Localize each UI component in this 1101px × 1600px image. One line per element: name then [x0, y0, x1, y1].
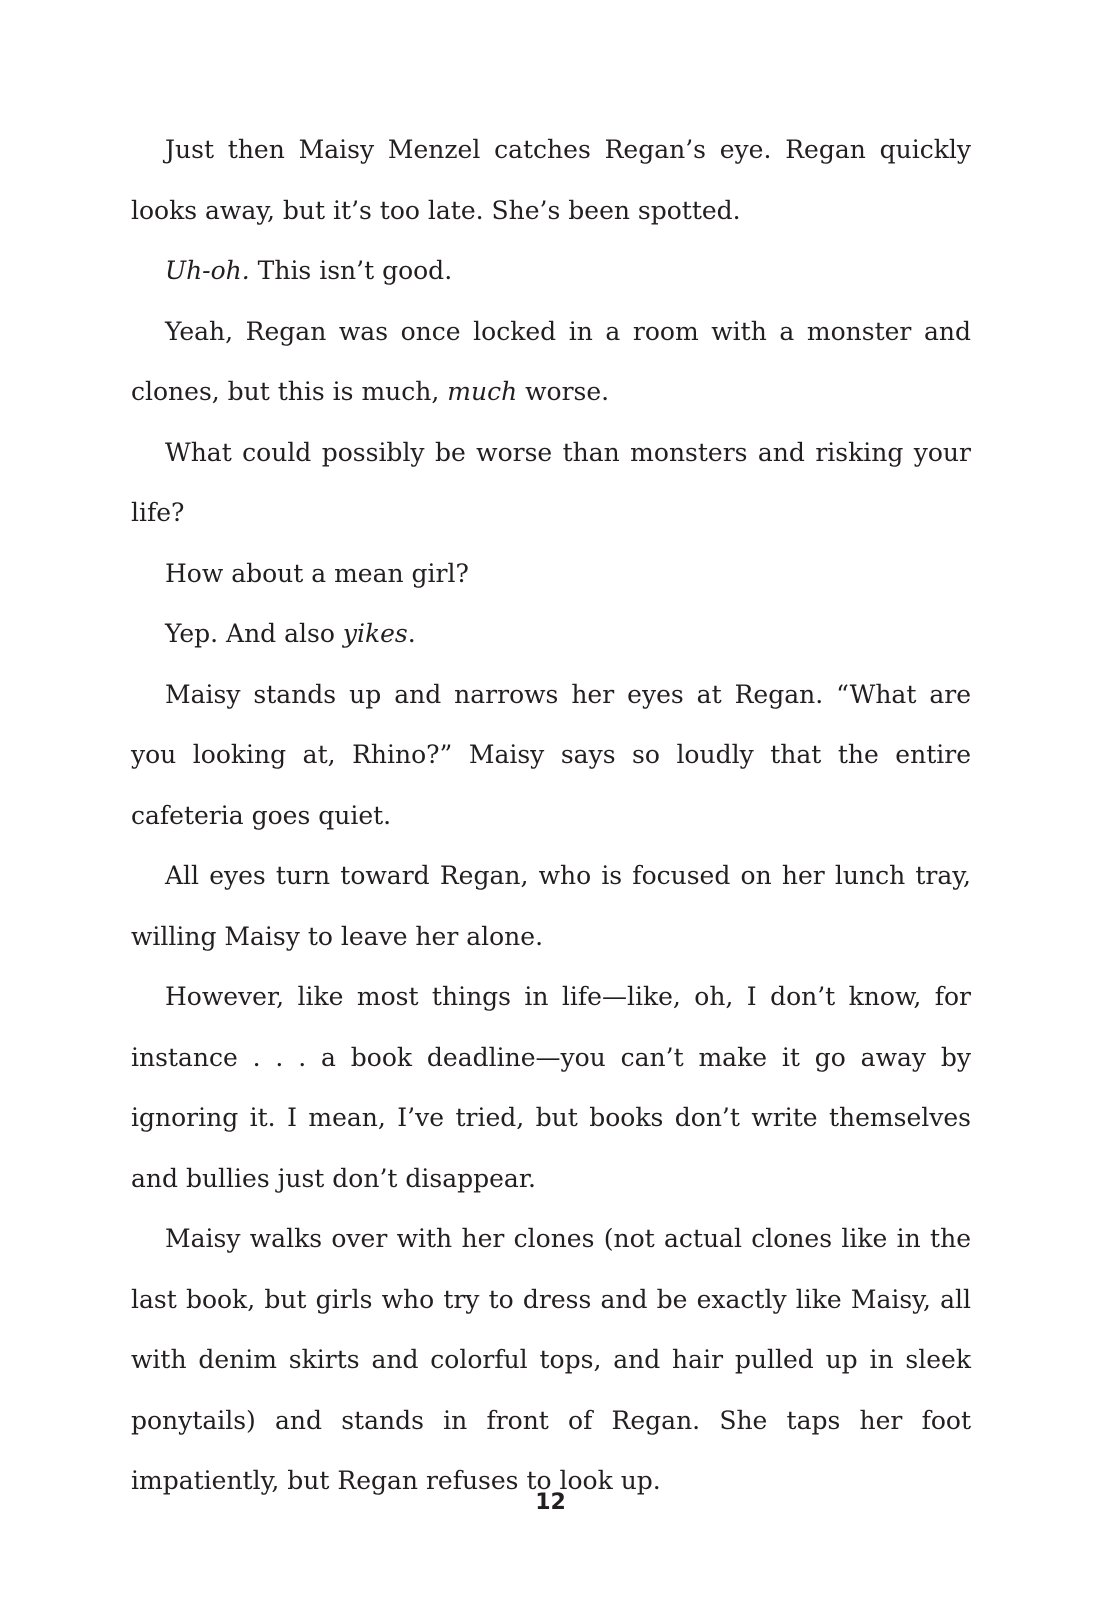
- paragraph: [131, 1209, 971, 1512]
- text-run: This isn’t good.: [249, 256, 453, 285]
- text-run: What could possibly be worse than monsters and risking your life?: [131, 437, 971, 527]
- paragraph: [131, 302, 971, 423]
- text-run: All eyes turn toward Regan, who is focused on her lunch tray, willing Maisy to leave her alone.: [131, 861, 971, 951]
- paragraph: [131, 846, 971, 967]
- paragraph: [131, 241, 971, 302]
- text-run: Yep. And also: [165, 619, 343, 648]
- page-number: 12: [535, 1490, 566, 1515]
- paragraph: [131, 665, 971, 847]
- body-text: [131, 120, 971, 1512]
- text-run: Maisy walks over with her clones (not actual clones like in the last book, but girls who try to dress and be exactly like Maisy, all with denim skirts and colorful tops, and hair pulled up in sleek ponytails) and stands in front of Regan. She taps her foot impatiently, but Regan refuses to look up.: [131, 1224, 971, 1495]
- italic-text: yikes: [342, 619, 408, 648]
- paragraph: [131, 544, 971, 605]
- text-run: .: [407, 619, 416, 648]
- paragraph: [131, 423, 971, 544]
- italic-text: much: [447, 377, 518, 406]
- text-run: Just then Maisy Menzel catches Regan’s eye. Regan quickly looks away, but it’s too late. She’s been spotted.: [131, 135, 971, 225]
- italic-text: Uh-oh.: [165, 256, 250, 285]
- text-run: Yeah, Regan was once locked in a room with a monster and clones, but this is much,: [131, 316, 971, 406]
- paragraph: [131, 120, 971, 241]
- text-run: worse.: [517, 377, 610, 406]
- paragraph: [131, 967, 971, 1209]
- text-run: However, like most things in life—like, oh, I don’t know, for instance . . . a book deadline—you can’t make it go away by ignoring it. I mean, I’ve tried, but books don’t write themselves and bullies just don’t disappear.: [131, 982, 971, 1193]
- text-run: Maisy stands up and narrows her eyes at Regan. “What are you looking at, Rhino?” Maisy says so loudly that the entire cafeteria goes quiet.: [131, 679, 971, 830]
- paragraph: [131, 604, 971, 665]
- text-run: How about a mean girl?: [165, 558, 469, 588]
